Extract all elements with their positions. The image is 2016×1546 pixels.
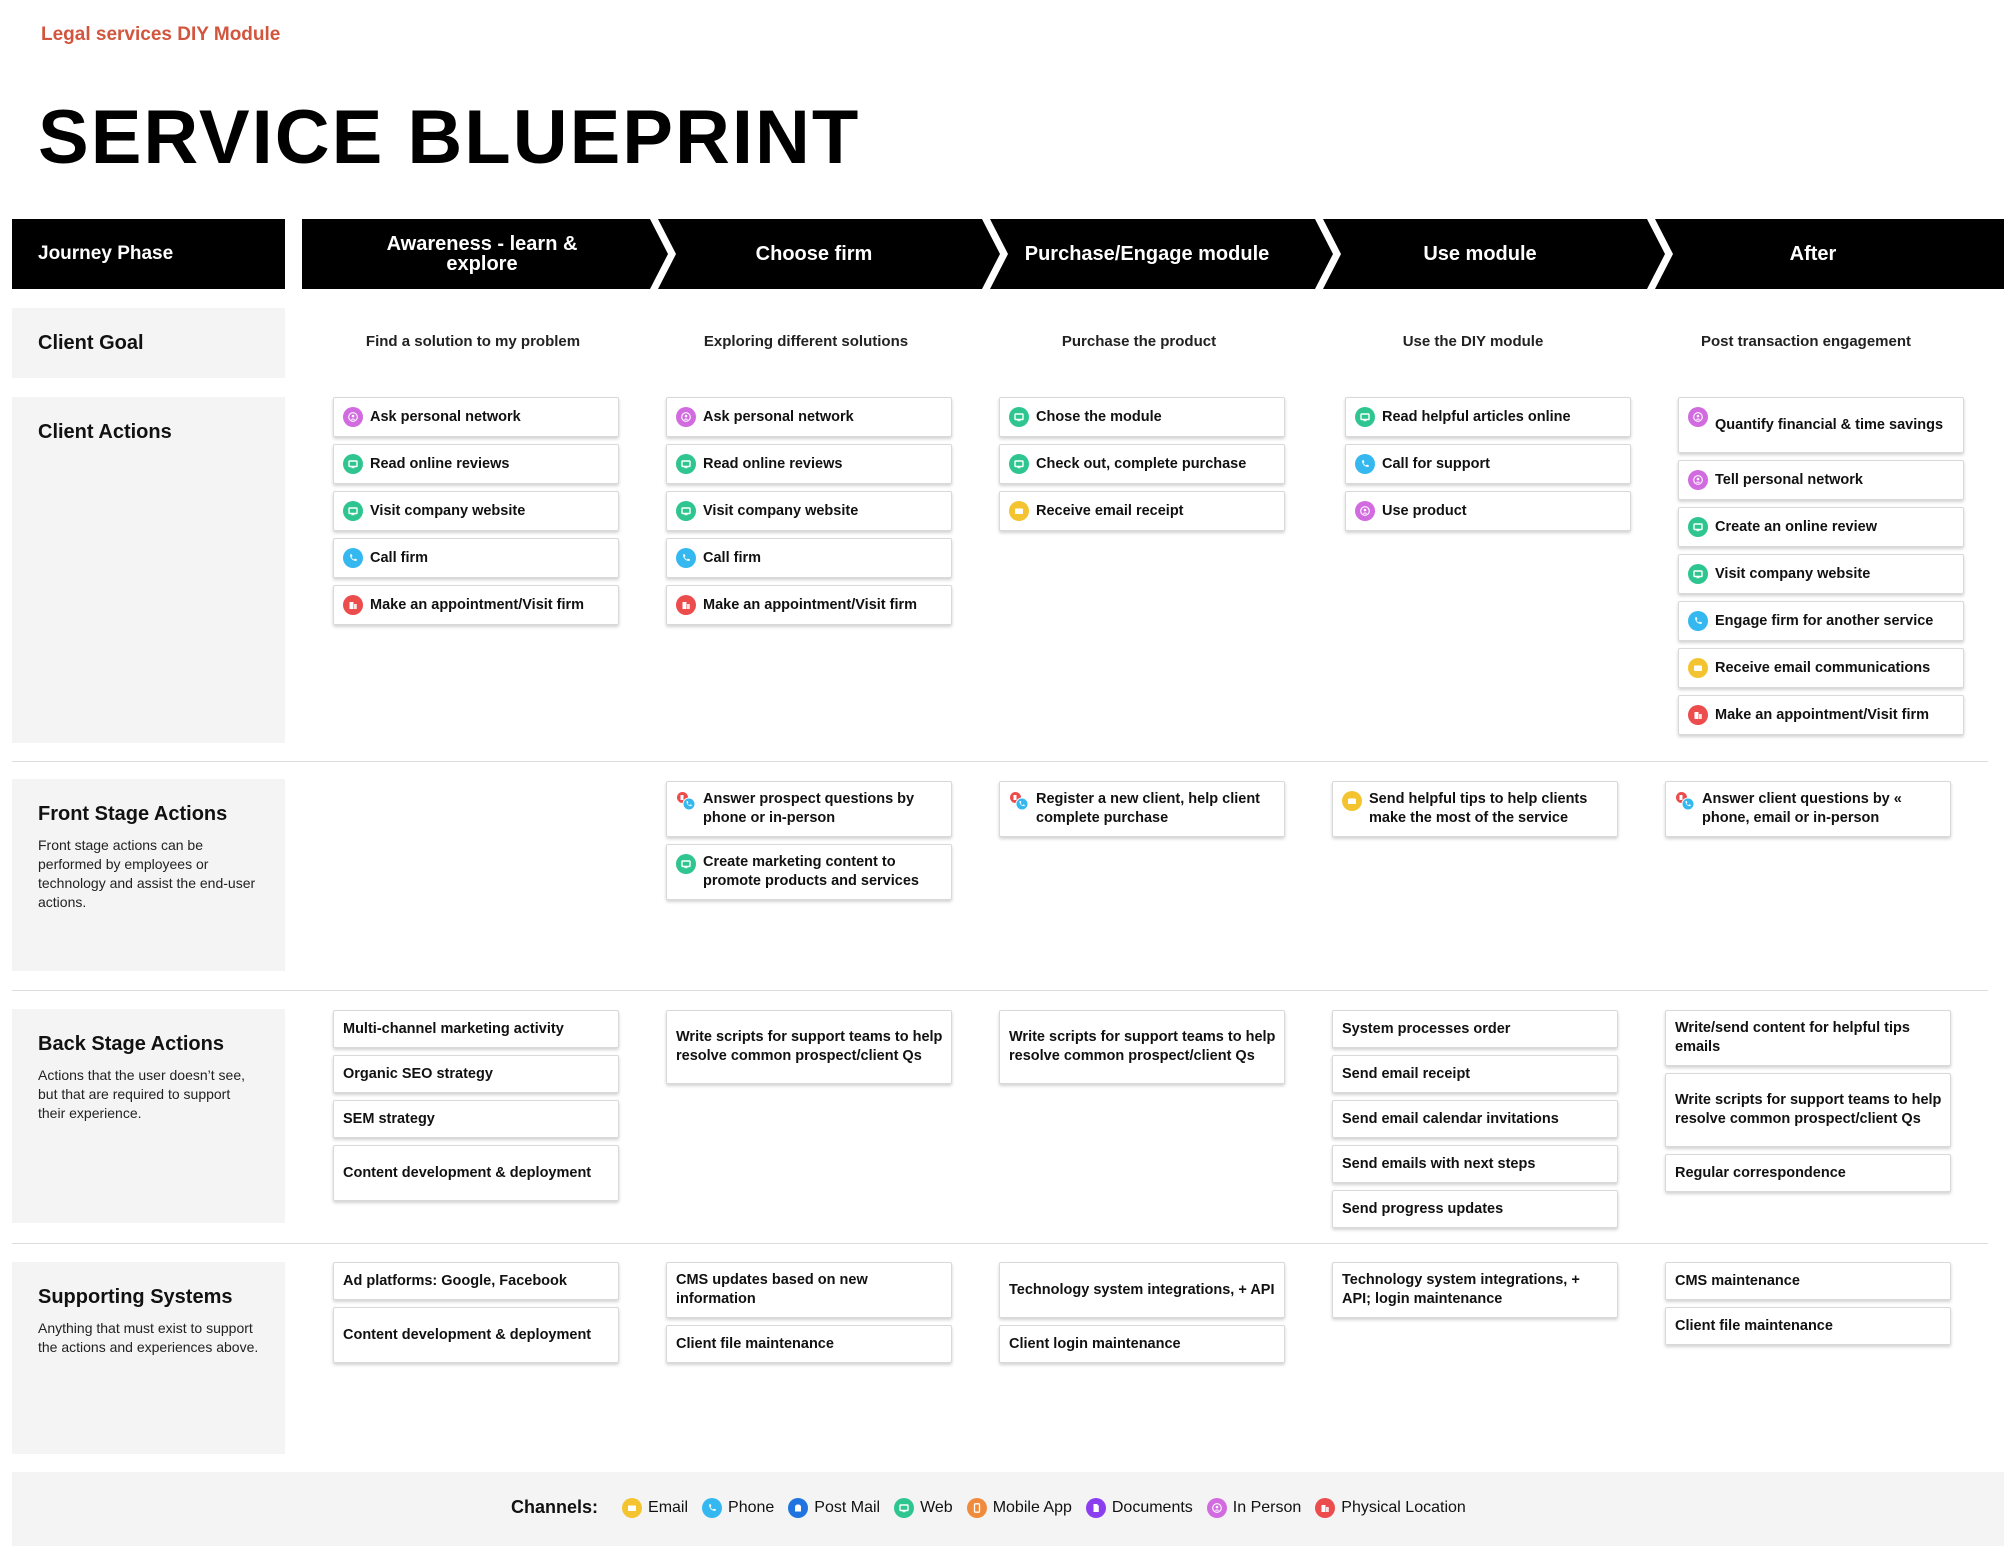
card-label: Regular correspondence [1675,1164,1846,1181]
blueprint-card[interactable] [333,538,619,578]
row-supporting-systems [12,1262,285,1454]
in-person-icon [343,407,363,427]
card-label: Send helpful tips to help clients make the most of the service [1369,791,1588,826]
card-label: Client login maintenance [1009,1335,1181,1352]
card-label: Ask personal network [370,408,521,425]
blueprint-card[interactable] [999,397,1285,437]
blueprint-card[interactable] [333,1145,619,1201]
web-icon [343,501,363,521]
blueprint-card[interactable] [666,1325,952,1363]
card-label: Technology system integrations, + API [1009,1281,1275,1298]
phase-title: Use module [1423,243,1537,265]
blueprint-card[interactable] [333,1100,619,1138]
phase-title: Awareness - learn & explore [386,233,578,275]
email-icon [622,1498,642,1518]
card-label: Read helpful articles online [1382,408,1571,425]
blueprint-card[interactable] [999,1262,1285,1318]
web-icon [676,854,696,874]
blueprint-card[interactable] [666,585,952,625]
email-icon [1688,658,1708,678]
phase-title: Choose firm [755,243,873,265]
blueprint-card[interactable] [666,397,952,437]
card-label: Create an online review [1715,518,1877,535]
blueprint-card[interactable] [1665,1010,1951,1066]
web-icon [894,1498,914,1518]
card-label: Make an appointment/Visit firm [370,596,585,613]
phone-and-location-icon [676,791,696,811]
web-icon [1688,517,1708,537]
blueprint-card[interactable] [333,1262,619,1300]
card-label: Tell personal network [1715,471,1863,488]
card-label: Receive email receipt [1036,502,1184,519]
channel-legend-item [1207,1498,1301,1518]
blueprint-card[interactable] [333,444,619,484]
blueprint-card[interactable] [333,1055,619,1093]
journey-phase-header: Journey Phase [12,219,285,289]
mobile-app-icon [967,1498,987,1518]
card-label: Content development & deployment [343,1326,592,1343]
row-back-stage [12,1009,285,1223]
card-label: Make an appointment/Visit firm [703,596,918,613]
physical-location-icon [343,595,363,615]
card-label: Client file maintenance [1675,1317,1833,1334]
card-label: Answer client questions by « phone, email or in-person [1702,791,1902,826]
blueprint-card[interactable] [1665,781,1951,837]
card-label: Write scripts for support teams to help resolve common prospect/client Qs [676,1029,943,1064]
phone-icon [702,1498,722,1518]
physical-location-icon [676,595,696,615]
blueprint-card[interactable] [1345,491,1631,531]
blueprint-card[interactable] [1345,444,1631,484]
blueprint-card[interactable] [666,538,952,578]
card-label: Multi-channel marketing activity [343,1020,564,1037]
card-label: Create marketing content to promote products and services [703,854,919,889]
card-label: Write scripts for support teams to help resolve common prospect/client Qs [1675,1092,1942,1127]
row-title: Back Stage Actions [38,1033,224,1055]
card-label: Client file maintenance [676,1335,834,1352]
phone-icon [343,548,363,568]
card-label: Visit company website [1715,565,1871,582]
blueprint-card[interactable] [666,1010,952,1084]
phase-title: After [1789,243,1837,265]
client-goal-text: Purchase the product [1061,333,1217,350]
blueprint-card[interactable] [1332,1100,1618,1138]
post-mail-icon [788,1498,808,1518]
card-label: System processes order [1342,1020,1511,1037]
channel-legend-item [967,1498,1072,1518]
blueprint-card[interactable] [666,444,952,484]
phone-icon [676,548,696,568]
channel-legend-item [622,1498,688,1518]
card-label: Visit company website [370,502,526,519]
blueprint-card[interactable] [999,781,1285,837]
card-label: Write/send content for helpful tips emails [1675,1020,1910,1055]
blueprint-card[interactable] [666,781,952,837]
row-title: Front Stage Actions [38,803,228,825]
blueprint-card[interactable] [666,491,952,531]
card-label: Send email receipt [1342,1065,1471,1082]
phone-icon [1355,454,1375,474]
card-label: Register a new client, help client complete purchase [1036,791,1261,826]
blueprint-card[interactable] [999,491,1285,531]
blueprint-card[interactable] [1678,695,1964,735]
physical-location-icon [1315,1498,1335,1518]
divider [12,761,1988,762]
row-description: Anything that must exist to support the actions and experiences above. [38,1320,259,1355]
blueprint-card[interactable] [1332,1055,1618,1093]
blueprint-card[interactable] [333,491,619,531]
card-label: Call for support [1382,455,1490,472]
channel-label: Phone [728,1498,775,1516]
phone-and-location-icon [1675,791,1695,811]
card-label: Make an appointment/Visit firm [1715,706,1930,723]
channel-label: In Person [1232,1498,1302,1516]
card-label: Quantify financial & time savings [1715,416,1944,433]
blueprint-card[interactable] [999,1325,1285,1363]
client-goal-text: Use the DIY module [1402,333,1544,350]
row-description: Front stage actions can be performed by employees or technology and assist the end-user actions. [38,837,256,910]
card-label: Organic SEO strategy [343,1065,493,1082]
channel-label: Physical Location [1341,1498,1466,1516]
blueprint-card[interactable] [666,844,952,900]
phone-icon [1688,611,1708,631]
card-label: SEM strategy [343,1110,435,1127]
card-label: CMS updates based on new information [676,1272,868,1307]
channel-legend-item [894,1498,953,1518]
web-icon [676,454,696,474]
channels-title: Channels: [511,1497,599,1517]
card-label: Call firm [370,549,429,566]
blueprint-card[interactable] [333,1010,619,1048]
in-person-icon [1355,501,1375,521]
divider [12,990,1988,991]
email-icon [1009,501,1029,521]
card-label: Ask personal network [703,408,854,425]
channel-legend-item [702,1498,774,1518]
card-label: Answer prospect questions by phone or in-person [703,791,915,826]
phase-title: Purchase/Engage module [1024,243,1270,265]
card-label: Content development & deployment [343,1164,592,1181]
blueprint-card[interactable] [1665,1307,1951,1345]
blueprint-card[interactable] [333,397,619,437]
card-label: Ad platforms: Google, Facebook [343,1272,567,1289]
row-client-goal [12,308,285,378]
blueprint-card[interactable] [333,585,619,625]
channel-legend-item [788,1498,880,1518]
physical-location-icon [1688,705,1708,725]
blueprint-card[interactable] [999,1010,1285,1084]
in-person-icon [1207,1498,1227,1518]
channel-label: Mobile App [992,1498,1072,1516]
in-person-icon [1688,470,1708,490]
blueprint-card[interactable] [1332,1010,1618,1048]
card-label: Technology system integrations, + API; login maintenance [1342,1272,1580,1307]
card-label: CMS maintenance [1675,1272,1800,1289]
blueprint-card[interactable] [1678,507,1964,547]
client-goal-text: Post transaction engagement [1700,333,1912,350]
blueprint-card[interactable] [1665,1073,1951,1147]
web-icon [1355,407,1375,427]
blueprint-card[interactable] [1332,1262,1618,1318]
blueprint-card[interactable] [999,444,1285,484]
channel-legend-item [1086,1498,1193,1518]
channel-label: Email [648,1498,689,1516]
card-label: Send emails with next steps [1342,1155,1536,1172]
web-icon [1009,407,1029,427]
card-label: Visit company website [703,502,859,519]
card-label: Write scripts for support teams to help resolve common prospect/client Qs [1009,1029,1276,1064]
blueprint-card[interactable] [1678,460,1964,500]
blueprint-card[interactable] [1678,601,1964,641]
channel-label: Documents [1111,1498,1193,1516]
phone-and-location-icon [1009,791,1029,811]
card-label: Receive email communications [1715,659,1931,676]
blueprint-card[interactable] [1332,781,1618,837]
blueprint-card[interactable] [1665,1154,1951,1192]
blueprint-card[interactable] [333,1307,619,1363]
channel-legend-item [1315,1498,1466,1518]
channels-legend [511,1497,1480,1518]
card-label: Read online reviews [370,455,510,472]
card-label: Use product [1382,502,1467,519]
web-icon [676,501,696,521]
channel-label: Post Mail [814,1498,881,1516]
card-label: Send progress updates [1342,1200,1504,1217]
email-icon [1342,791,1362,811]
row-title: Supporting Systems [38,1286,233,1308]
web-icon [343,454,363,474]
row-description: Actions that the user doesn’t see, but that are required to support their experience. [38,1067,246,1121]
web-icon [1688,564,1708,584]
row-front-stage [12,779,285,971]
card-label: Read online reviews [703,455,843,472]
client-goal-text: Find a solution to my problem [365,333,581,350]
page-subtitle: Legal services DIY Module [41,24,281,45]
divider [12,1243,1988,1244]
blueprint-card[interactable] [1665,1262,1951,1300]
row-title: Client Goal [38,332,144,354]
blueprint-card[interactable] [1678,397,1964,453]
channel-label: Web [920,1498,953,1516]
blueprint-card[interactable] [1678,554,1964,594]
card-label: Chose the module [1036,408,1162,425]
blueprint-card[interactable] [666,1262,952,1318]
web-icon [1009,454,1029,474]
row-title: Client Actions [38,421,172,443]
card-label: Send email calendar invitations [1342,1110,1559,1127]
card-label: Engage firm for another service [1715,612,1934,629]
page-title: SERVICE BLUEPRINT [38,95,861,180]
row-client-actions [12,397,285,743]
blueprint-card[interactable] [1332,1190,1618,1228]
in-person-icon [676,407,696,427]
documents-icon [1086,1498,1106,1518]
card-label: Check out, complete purchase [1036,455,1247,472]
blueprint-card[interactable] [1678,648,1964,688]
card-label: Call firm [703,549,762,566]
client-goal-text: Exploring different solutions [703,333,909,350]
blueprint-card[interactable] [1332,1145,1618,1183]
in-person-icon [1688,407,1708,427]
blueprint-card[interactable] [1345,397,1631,437]
